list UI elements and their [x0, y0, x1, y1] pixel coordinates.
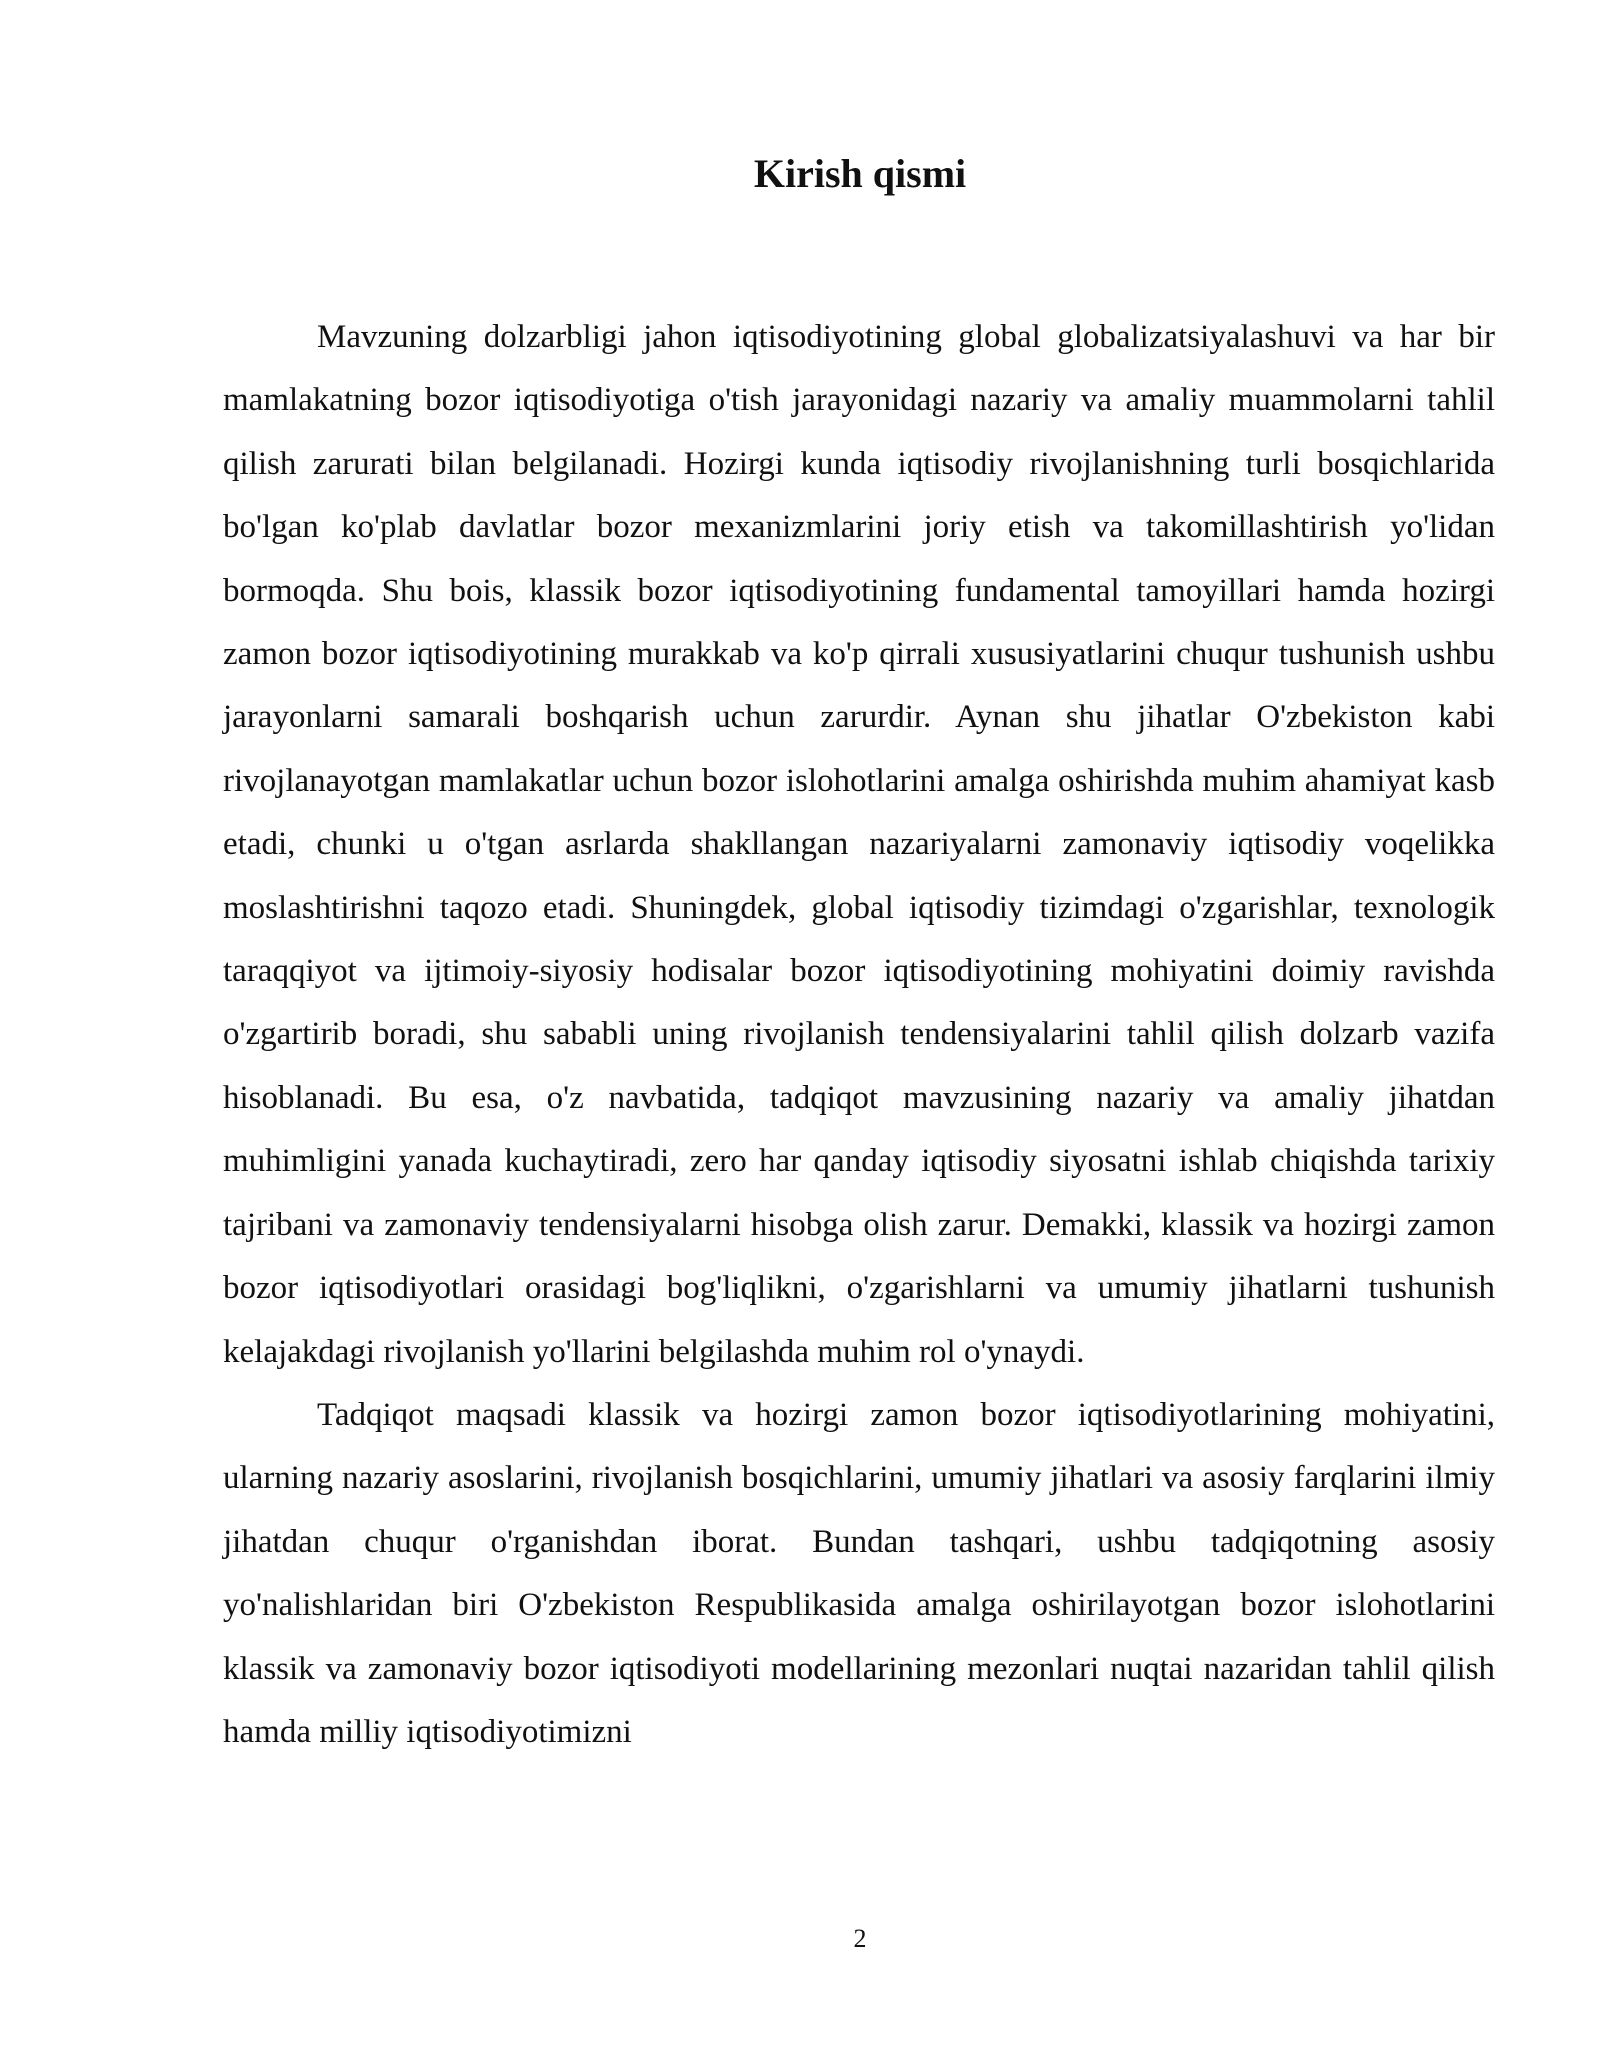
section-title: Kirish qismi	[753, 151, 967, 196]
body-text	[223, 306, 1495, 1764]
paragraph-research-goal: Tadqiqot maqsadi klassik va hozirgi zamon bozor iqtisodiyotlarining mohiyatini, ularning nazariy asoslarini, rivojlanish bosqichlarini, umumiy jihatlari va asosiy farqlarini ilmiy jihatdan chuqur o'rganishdan iborat. Bundan tashqari, ushbu tadqiqotning asosiy yo'nalishlaridan biri O'zbekiston Respublikasida amalga oshirilayotgan bozor islohotlarini klassik va zamonaviy bozor iqtisodiyoti modellarining mezonlari nuqtai nazaridan tahlil qilish hamda milliy iqtisodiyotimizni	[223, 1396, 1495, 1750]
paragraph-relevance: Mavzuning dolzarbligi jahon iqtisodiyotining global globalizatsiyalashuvi va har bir mamlakatning bozor iqtisodiyotiga o'tish jarayonidagi nazariy va amaliy muammolarni tahlil qilish zarurati bilan belgilanadi. Hozirgi kunda iqtisodiy rivojlanishning turli bosqichlarida bo'lgan ko'plab davlatlar bozor mexanizmlarini joriy etish va takomillashtirish yo'lidan bormoqda. Shu bois, klassik bozor iqtisodiyotining fundamental tamoyillari hamda hozirgi zamon bozor iqtisodiyotining murakkab va ko'p qirrali xususiyatlarini chuqur tushunish ushbu jarayonlarni samarali boshqarish uchun zarurdir. Aynan shu jihatlar O'zbekiston kabi rivojlanayotgan mamlakatlar uchun bozor islohotlarini amalga oshirishda muhim ahamiyat kasb etadi, chunki u o'tgan asrlarda shakllangan nazariyalarni zamonaviy iqtisodiy voqelikka moslashtirishni taqozo etadi. Shuningdek, global iqtisodiy tizimdagi o'zgarishlar, texnologik taraqqiyot va ijtimoiy-siyosiy hodisalar bozor iqtisodiyotining mohiyatini doimiy ravishda o'zgartirib boradi, shu sababli uning rivojlanish tendensiyalarini tahlil qilish dolzarb vazifa hisoblanadi. Bu esa, o'z navbatida, tadqiqot mavzusining nazariy va amaliy jihatdan muhimligini yanada kuchaytiradi, zero har qanday iqtisodiy siyosatni ishlab chiqishda tarixiy tajribani va zamonaviy tendensiyalarni hisobga olish zarur. Demakki, klassik va hozirgi zamon bozor iqtisodiyotlari orasidagi bog'liqlikni, o'zgarishlarni va umumiy jihatlarni tushunish kelajakdagi rivojlanish yo'llarini belgilashda muhim rol o'ynaydi.	[223, 319, 1495, 1370]
page-number: 2	[853, 1924, 867, 1953]
